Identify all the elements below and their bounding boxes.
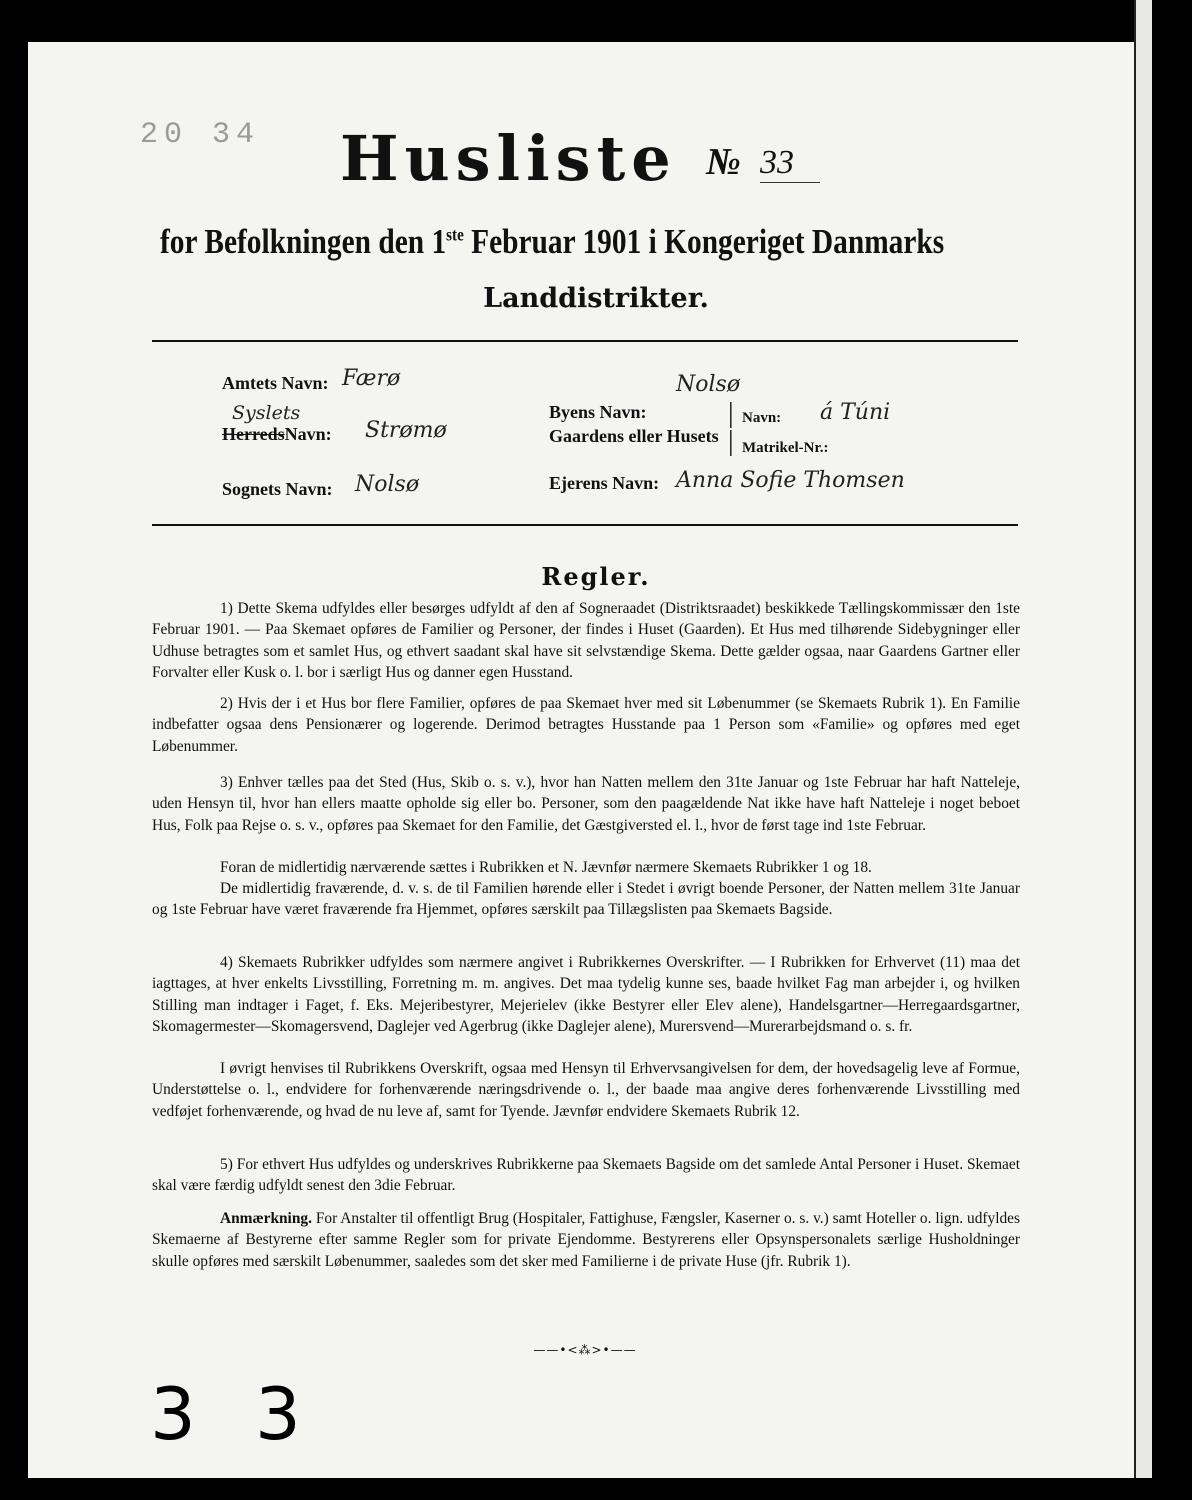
amt-label: Amtets Navn: xyxy=(222,373,329,393)
rule-1 xyxy=(152,598,1020,683)
sogn-label: Sognets Navn: xyxy=(222,479,333,499)
gaard-matrikel-label: Matrikel-Nr.: xyxy=(742,440,829,456)
brace-top: | xyxy=(728,398,734,429)
ejer-value: Anna Sofie Thomsen xyxy=(676,468,905,493)
herred-label xyxy=(222,424,332,445)
sogn-value: Nolsø xyxy=(355,472,420,497)
document-title: Husliste xyxy=(340,122,677,195)
brace-bottom: | xyxy=(728,426,734,457)
pencil-note: 20 34 xyxy=(140,118,261,152)
rule-4 xyxy=(152,952,1020,1037)
page-edge xyxy=(1134,0,1152,1478)
by-value: Nolsø xyxy=(676,372,741,397)
subtitle-post: Februar 1901 i Kongeriget Danmarks xyxy=(463,222,945,261)
document-subtitle-2: Landdistrikter. xyxy=(483,283,709,314)
herred-label-struck: Herreds xyxy=(222,424,285,444)
rule-3c xyxy=(152,878,1020,921)
gaard-navn-label: Navn: xyxy=(742,410,782,426)
herred-correction: Syslets xyxy=(232,402,301,424)
ejer-label: Ejerens Navn: xyxy=(549,473,660,493)
rule-4b xyxy=(152,1058,1020,1122)
gaard-navn-value: á Túni xyxy=(820,400,891,425)
subtitle-sup: ste xyxy=(446,224,464,245)
numero-sign: № xyxy=(706,141,741,183)
rule-3-text: 3) Enhver tælles paa det Sted (Hus, Skib o. s. v.), hvor han Natten mellem den 31te Januar og 1ste Februar har haft Natteleje, uden Hensyn til, hvor han ellers maatte opholde sig eller bo. Personer, som den paagældende Nat ikke have haft Natteleje i noget beboet Hus, Folk paa Rejse o. s. v., opføres paa Skemaet for den Familie, det Gæstgiversted el. l., hvor de først tage ind 1ste Februar. xyxy=(152,774,1020,834)
by-label: Byens Navn: xyxy=(549,402,647,422)
rule-5 xyxy=(152,1154,1020,1197)
gaard-label: Gaardens eller Husets xyxy=(549,426,719,446)
rule-2-text: 2) Hvis der i et Hus bor flere Familier, opføres de paa Skemaet hver med sit Løbenummer (se Skemaets Rubrik 1). En Familie indbefatter ogsaa dens Pensionærer og logerende. Derimod betragtes Husstande paa 1 Person som «Familie» og opføres med eget Løbenummer. xyxy=(152,695,1020,755)
rule-4b-text: I øvrigt henvises til Rubrikkens Overskrift, ogsaa med Hensyn til Erhvervsangivelsen for dem, der hovedsagelig leve af Formue, Understøttelse o. l., endvidere for forhenværende næringsdrivende o. l., der baade maa angive deres forhenværende Livsstilling med vedføjet forhenværende, og hvad de nu leve af, samt for Tyende. Jævnfør endvidere Skemaets Rubrik 12. xyxy=(152,1060,1020,1120)
rule-3b-text: Foran de midlertidig nærværende sættes i Rubrikken et N. Jævnfør nærmere Skemaets Rubrikker 1 og 18. xyxy=(220,859,872,876)
ornament: ——•<⁂>•—— xyxy=(533,1343,637,1357)
document-subtitle xyxy=(160,222,945,262)
rule-3 xyxy=(152,772,1020,836)
amt-value: Færø xyxy=(342,366,401,391)
herred-value: Strømø xyxy=(365,418,447,443)
list-number: 33 xyxy=(760,144,820,183)
handwritten-number-2: 3 xyxy=(255,1372,301,1456)
bottom-divider xyxy=(152,524,1018,526)
top-divider xyxy=(152,340,1018,342)
rule-1-text: 1) Dette Skema udfyldes eller besørges udfyldt af den af Sogneraadet (Distriktsraadet) beskikkede Tællingskommissær den 1ste Februar 1901. — Paa Skemaet opføres de Familier og Personer, der findes i Huset (Gaarden). Et Hus med tilhørende Sidebygninger eller Udhuse betragtes som et samlet Hus, og ethvert saadant skal have sit selvstændige Skema. Dette gælder ogsaa, naar Gaardens Gartner eller Forvalter eller Kusk o. l. bor i særligt Hus og danner egen Husstand. xyxy=(152,600,1020,681)
handwritten-number-1: 3 xyxy=(150,1372,196,1456)
rule-5-text: 5) For ethvert Hus udfyldes og underskrives Rubrikkerne paa Skemaets Bagside om det samlede Antal Personer i Huset. Skemaet skal være færdig udfyldt senest den 3die Februar. xyxy=(152,1156,1020,1195)
note-label: Anmærkning. xyxy=(220,1210,312,1227)
rule-2 xyxy=(152,693,1020,757)
herred-label-rest: Navn: xyxy=(284,424,332,444)
rule-3b xyxy=(152,857,1020,878)
note-text: For Anstalter til offentligt Brug (Hospitaler, Fattighuse, Fængsler, Kaserner o. s. v.) samt Hoteller o. lign. udfyldes Skemaerne af Bestyrerne efter samme Regler som for private Ejendomme. Bestyrerens eller Opsynspersonalets særlige Husholdninger skulle opføres med særskilt Løbenummer, saaledes som det sker med Familierne i de private Huse (jfr. Rubrik 1). xyxy=(152,1210,1020,1270)
rule-3c-text: De midlertidig fraværende, d. v. s. de til Familien hørende eller i Stedet i øvrigt boende Personer, der Natten mellem 31te Januar og 1ste Februar have været fraværende fra Hjemmet, opføres særskilt paa Tillægslisten paa Skemaets Bagside. xyxy=(152,880,1020,919)
subtitle-pre: for Befolkningen den 1 xyxy=(160,222,447,261)
note xyxy=(152,1208,1020,1272)
rule-4-text: 4) Skemaets Rubrikker udfyldes som nærmere angivet i Rubrikkernes Overskrifter. — I Rubrikken for Erhvervet (11) maa det iagttages, at hver enkelts Livsstilling, Forretning m. m. angives. Det maa tydelig kunne ses, baade hvilket Fag man arbejder i, og hvilken Stilling man indtager i Faget, f. Eks. Mejeribestyrer, Mejerielev (ikke Bestyrer eller Elev alene), Handelsgartner—Herregaardsgartner, Skomagermester—Skomagersvend, Daglejer ved Agerbrug (ikke Daglejer alene), Murersvend—Murerarbejdsmand o. s. fr. xyxy=(152,954,1020,1035)
rules-heading: Regler. xyxy=(541,562,651,591)
